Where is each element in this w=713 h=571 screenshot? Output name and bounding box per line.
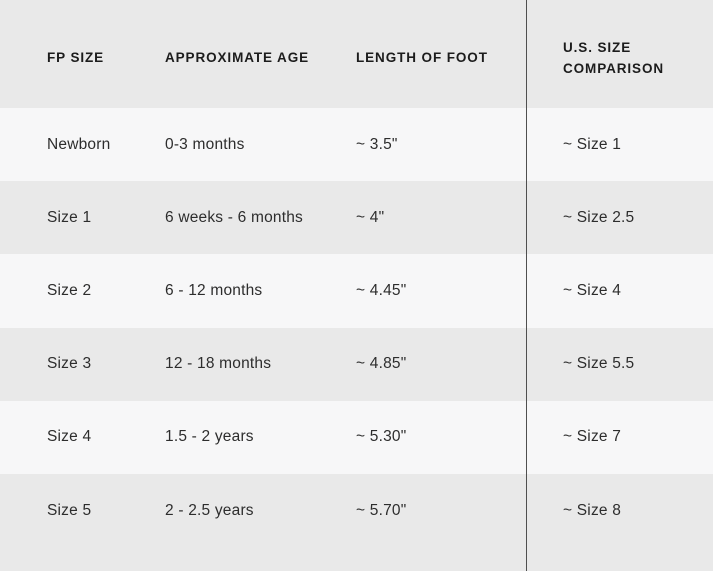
fp-size-cell: Size 1 (47, 208, 92, 226)
age-cell: 12 - 18 months (165, 355, 272, 373)
age-cell: 0-3 months (165, 135, 245, 153)
fp-size-cell: Newborn (47, 135, 111, 153)
table-row (0, 181, 713, 254)
table-header-row (0, 0, 713, 108)
foot-length-cell: ~ 4.45" (356, 281, 407, 299)
foot-length-cell: ~ 4.85" (356, 355, 407, 373)
us-size-cell: ~ Size 8 (563, 501, 622, 519)
us-size-cell: ~ Size 2.5 (563, 208, 635, 226)
fp-size-cell: Size 2 (47, 281, 92, 299)
us-size-cell: ~ Size 4 (563, 281, 622, 299)
column-divider-line (526, 0, 528, 571)
header-cell-us-size-comparison (527, 37, 713, 79)
age-cell: 2 - 2.5 years (165, 501, 254, 519)
foot-length-cell: ~ 5.30" (356, 428, 407, 446)
age-cell: 6 - 12 months (165, 281, 263, 299)
foot-length-cell: ~ 3.5" (356, 135, 398, 153)
table-row (0, 401, 713, 474)
table-row (0, 108, 713, 181)
fp-size-cell: Size 4 (47, 428, 92, 446)
foot-length-cell: ~ 4" (356, 208, 385, 226)
header-cell-approximate-age: APPROXIMATE AGE (165, 50, 310, 65)
header-cell-fp-size: FP SIZE (47, 50, 105, 65)
header-cell-us-size-comparison-label: U.S. SIZE COMPARISON (563, 39, 665, 76)
us-size-cell: ~ Size 5.5 (563, 355, 635, 373)
us-size-cell: ~ Size 1 (563, 135, 622, 153)
table-row (0, 254, 713, 327)
age-cell: 1.5 - 2 years (165, 428, 254, 446)
header-cell-length-of-foot: LENGTH OF FOOT (356, 50, 488, 65)
age-cell: 6 weeks - 6 months (165, 208, 303, 226)
fp-size-cell: Size 3 (47, 355, 92, 373)
table-row (0, 474, 713, 547)
fp-size-cell: Size 5 (47, 501, 92, 519)
foot-length-cell: ~ 5.70" (356, 501, 407, 519)
table-row (0, 328, 713, 401)
us-size-cell: ~ Size 7 (563, 428, 622, 446)
